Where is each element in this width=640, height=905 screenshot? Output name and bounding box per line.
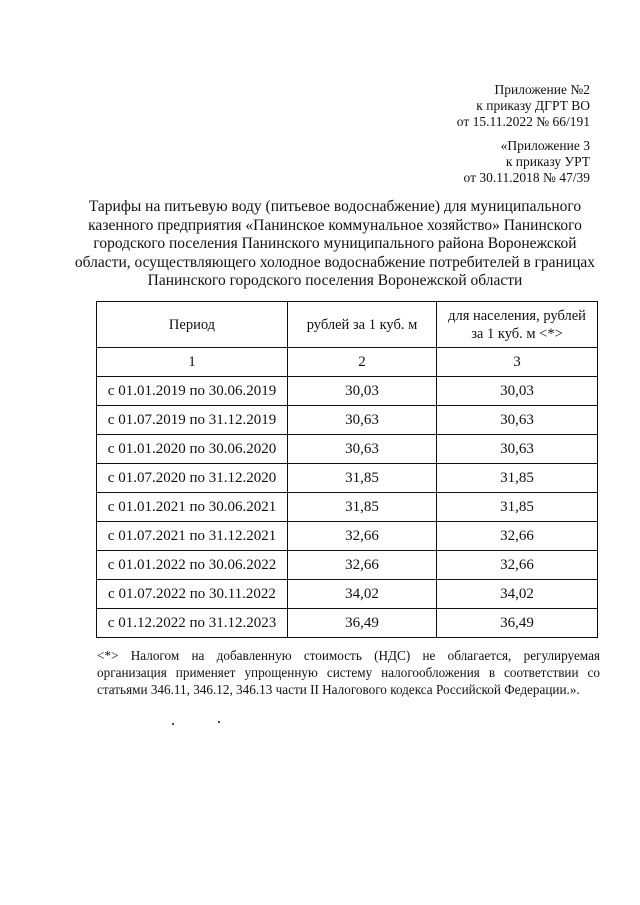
appendix-2-reference xyxy=(457,82,590,130)
table-row xyxy=(97,580,598,609)
column-number-row xyxy=(97,348,598,377)
population-rate-cell: 30,63 xyxy=(437,406,598,435)
table-header-row xyxy=(97,302,598,348)
population-rate-cell: 32,66 xyxy=(437,551,598,580)
table-row xyxy=(97,522,598,551)
tariff-table xyxy=(96,301,598,638)
period-cell: с 01.07.2021 по 31.12.2021 xyxy=(97,522,288,551)
column-number: 2 xyxy=(288,348,437,377)
rate-cell: 31,85 xyxy=(288,493,437,522)
period-cell: с 01.07.2020 по 31.12.2020 xyxy=(97,464,288,493)
population-rate-cell: 30,03 xyxy=(437,377,598,406)
table-row xyxy=(97,435,598,464)
rate-cell: 34,02 xyxy=(288,580,437,609)
document-title: Тарифы на питьевую воду (питьевое водоснабжение) для муниципального казенного предприятия «Панинское коммунальное хозяйство» Панинского городского поселения Панинского муниципального района Воронежской области, осуществляющего холодное водоснабжение потребителей в границах Панинского городского поселения Воронежской области xyxy=(74,198,596,289)
table-row xyxy=(97,406,598,435)
scan-speck xyxy=(172,723,174,725)
footnote: <*> Налогом на добавленную стоимость (НДС) не облагается, регулируемая организация применяет упрощенную систему налогообложения в соответствии со статьями 346.11, 346.12, 346.13 части II Налогового кодекса Российской Федерации.». xyxy=(97,648,600,697)
appendix-2-line1: Приложение №2 xyxy=(494,82,590,97)
header-rub-per-cubic-m: рублей за 1 куб. м xyxy=(288,302,437,348)
population-rate-cell: 34,02 xyxy=(437,580,598,609)
period-cell: с 01.07.2022 по 30.11.2022 xyxy=(97,580,288,609)
column-number: 1 xyxy=(97,348,288,377)
population-rate-cell: 36,49 xyxy=(437,609,598,638)
appendix-3-reference xyxy=(464,138,590,186)
rate-cell: 30,03 xyxy=(288,377,437,406)
appendix-3-line2: к приказу УРТ xyxy=(505,154,590,169)
period-cell: с 01.01.2020 по 30.06.2020 xyxy=(97,435,288,464)
population-rate-cell: 32,66 xyxy=(437,522,598,551)
table-row xyxy=(97,377,598,406)
population-rate-cell: 31,85 xyxy=(437,464,598,493)
table-row xyxy=(97,493,598,522)
table-row xyxy=(97,464,598,493)
period-cell: с 01.07.2019 по 31.12.2019 xyxy=(97,406,288,435)
table-row xyxy=(97,551,598,580)
rate-cell: 32,66 xyxy=(288,551,437,580)
rate-cell: 32,66 xyxy=(288,522,437,551)
period-cell: с 01.01.2021 по 30.06.2021 xyxy=(97,493,288,522)
rate-cell: 30,63 xyxy=(288,435,437,464)
period-cell: с 01.01.2022 по 30.06.2022 xyxy=(97,551,288,580)
header-population-rate: для населения, рублей за 1 куб. м <*> xyxy=(437,302,598,348)
rate-cell: 30,63 xyxy=(288,406,437,435)
population-rate-cell: 31,85 xyxy=(437,493,598,522)
rate-cell: 36,49 xyxy=(288,609,437,638)
header-period: Период xyxy=(97,302,288,348)
column-number: 3 xyxy=(437,348,598,377)
appendix-2-line2: к приказу ДГРТ ВО xyxy=(476,98,590,113)
scan-speck xyxy=(218,721,220,723)
period-cell: с 01.01.2019 по 30.06.2019 xyxy=(97,377,288,406)
appendix-2-line3: от 15.11.2022 № 66/191 xyxy=(456,114,590,129)
rate-cell: 31,85 xyxy=(288,464,437,493)
appendix-3-line1: «Приложение 3 xyxy=(500,138,590,153)
appendix-3-line3: от 30.11.2018 № 47/39 xyxy=(463,170,590,185)
table-row xyxy=(97,609,598,638)
period-cell: с 01.12.2022 по 31.12.2023 xyxy=(97,609,288,638)
population-rate-cell: 30,63 xyxy=(437,435,598,464)
